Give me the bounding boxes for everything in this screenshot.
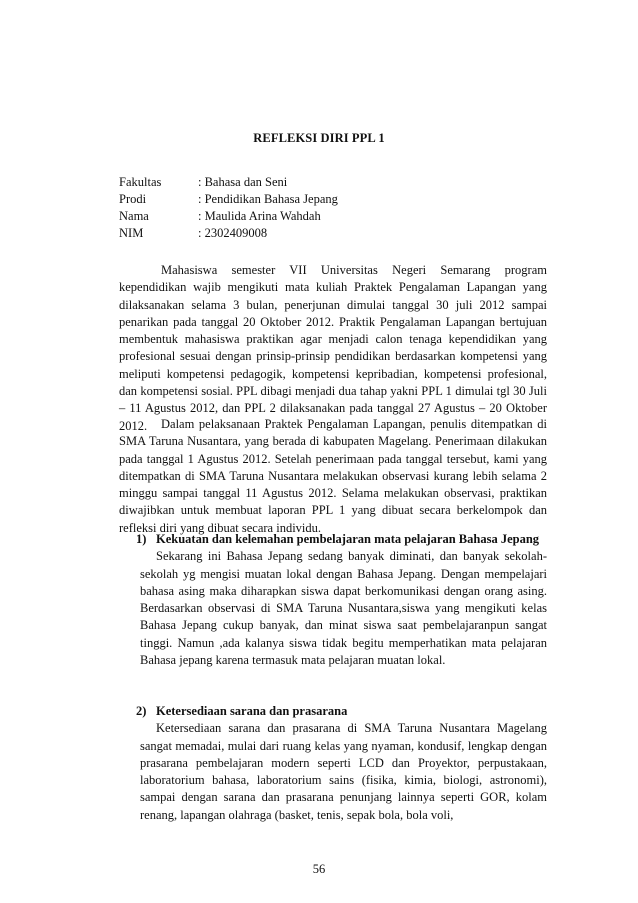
page-number: 56 [312, 862, 326, 876]
identity-value: : Bahasa dan Seni [198, 175, 288, 189]
placement-paragraph [119, 416, 547, 537]
identity-row-fakultas [119, 174, 338, 191]
identity-label: Prodi [119, 192, 147, 206]
paragraph-text: Dalam pelaksanaan Praktek Pengalaman Lapangan, penulis ditempatkan di SMA Taruna Nusantara, yang berada di kabupaten Magelang. Penerimaan dilakukan pada tanggal 1 Agustus 2012. Setelah penerimaan pada tanggal tersebut, kami yang ditempatkan di SMA Taruna Nusantara melakukan observasi kurang lebih selama 2 minggu sampai tanggal 11 Agustus 2012. Selama melakukan observasi, praktikan diwajibkan untuk membuat laporan PPL 1 yang dibuat secara berkelompok dan refleksi diri yang dibuat secara individu. [119, 417, 547, 535]
paragraph-text: Mahasiswa semester VII Universitas Negeri Semarang program kependidikan wajib mengikuti mata kuliah Praktek Pengalaman Lapangan yang dilaksanakan selama 3 bulan, penerjunan dimulai tanggal 30 juli 2012 sampai penarikan pada tanggal 20 Oktober 2012. Praktik Pengalaman Lapangan bertujuan membentuk mahasiswa praktikan agar menjadi calon tenaga kependidikan yang profesional sesuai dengan prinsip-prinsip pendidikan berdasarkan kompetensi yang meliputi kompetensi pedagogik, kompetensi kepribadian, kompetensi profesional, dan kompetensi sosial. PPL dibagi menjadi dua tahap yakni PPL 1 dimulai tgl 30 Juli – 11 Agustus 2012, dan PPL 2 dilaksanakan pada tanggal 27 Agustus – 20 Oktober 2012. [119, 263, 547, 433]
section-body: Sekarang ini Bahasa Jepang sedang banyak diminati, dan banyak sekolah-sekolah yg mengisi muatan lokal dengan Bahasa Jepang. Dengan mempelajari bahasa asing maka diharapkan siswa dapat berkomunikasi dengan orang asing. Berdasarkan observasi di SMA Taruna Nusantara,siswa yang mengikuti kelas Bahasa Jepang cukup banyak, dan minat siswa saat pembelajaranpun sangat tinggi. Namun ,ada kalanya siswa tidak begitu memperhatikan mata pelajaran Bahasa jepang karena termasuk mata pelajaran muatan lokal. [140, 549, 547, 668]
identity-row-nama [119, 208, 338, 225]
identity-value: : Maulida Arina Wahdah [198, 209, 321, 223]
section-number: 2) [136, 704, 147, 718]
section-heading [119, 531, 547, 548]
section-heading-text: Ketersediaan sarana dan prasarana [156, 704, 348, 718]
section-body: Ketersediaan sarana dan prasarana di SMA Taruna Nusantara Magelang sangat memadai, mulai dari ruang kelas yang nyaman, kondusif, lengkap dengan prasarana pembelajaran modern seperti LCD dan Proyektor, perpustakaan, laboratorium bahasa, laboratorium sains (fisika, kimia, biologi, astronomi), sampai dengan sarana dan prasarana penunjang lainnya seperti GOR, kolam renang, lapangan olahraga (basket, tenis, sepak bola, bola voli, [140, 721, 547, 822]
document-title: REFLEKSI DIRI PPL 1 [253, 131, 385, 145]
identity-label: NIM [119, 226, 144, 240]
section-heading-text: Kekuatan dan kelemahan pembelajaran mata pelajaran Bahasa Jepang [156, 532, 540, 546]
intro-paragraph [119, 262, 547, 435]
section-strengths-weaknesses [119, 531, 547, 669]
section-number: 1) [136, 532, 147, 546]
identity-label: Nama [119, 209, 149, 223]
identity-table [119, 174, 338, 242]
identity-row-nim [119, 225, 338, 242]
identity-value: : Pendidikan Bahasa Jepang [198, 192, 338, 206]
identity-row-prodi [119, 191, 338, 208]
identity-value: : 2302409008 [198, 226, 268, 240]
identity-label: Fakultas [119, 175, 162, 189]
section-facilities [119, 703, 547, 824]
section-heading [119, 703, 547, 720]
